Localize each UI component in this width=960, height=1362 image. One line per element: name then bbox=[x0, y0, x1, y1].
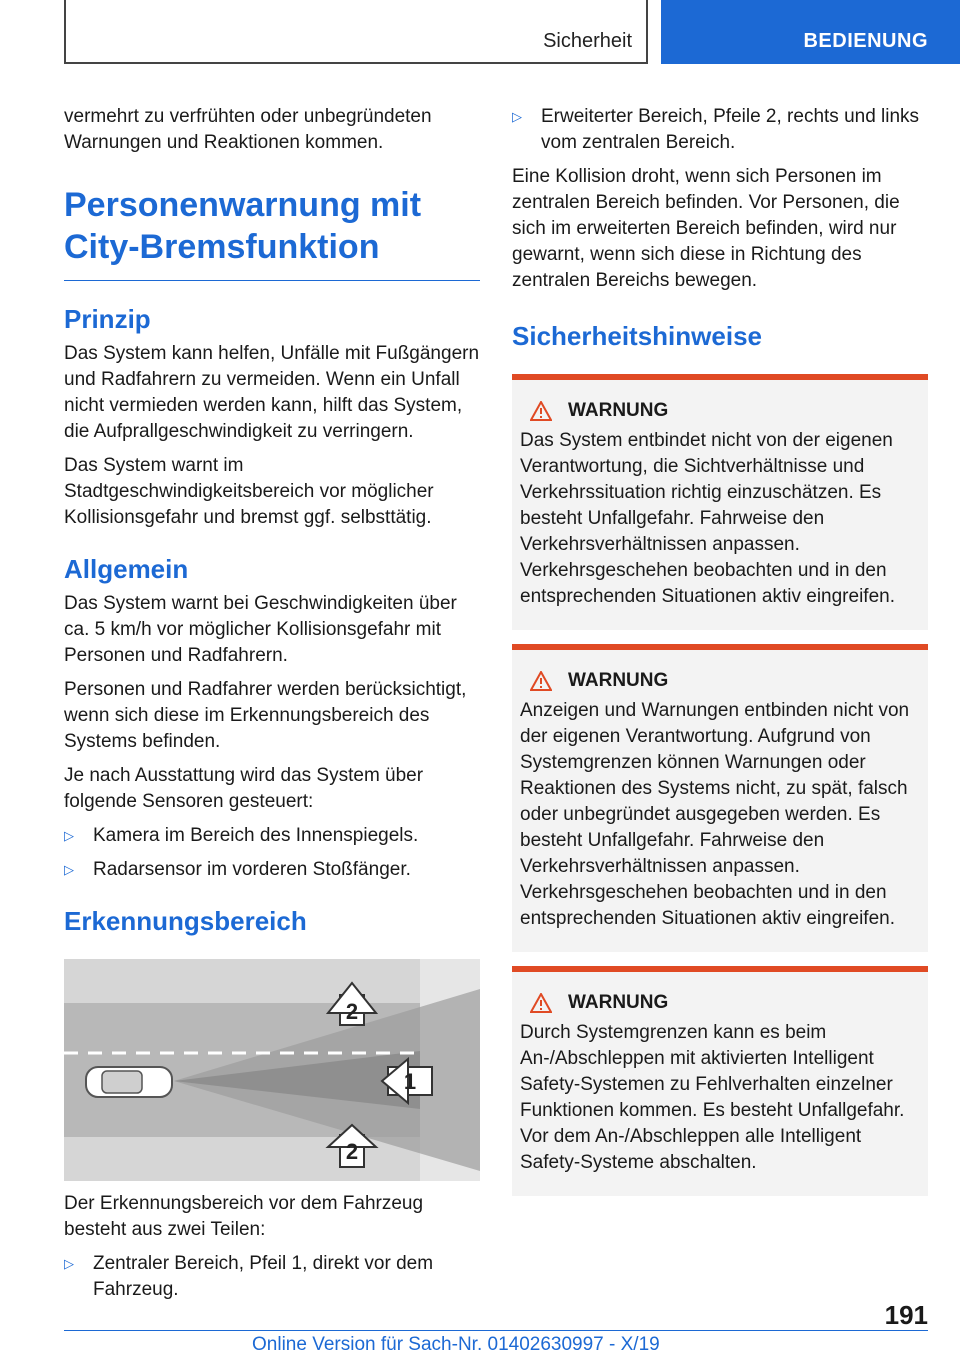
header-chapter-box bbox=[661, 0, 960, 64]
list-item: ▷ Erweiterter Bereich, Pfeile 2, rechts und links vom zentralen Bereich. bbox=[512, 106, 920, 153]
page-number: 191 bbox=[884, 1300, 928, 1330]
heading-prinzip: Prinzip bbox=[64, 304, 151, 334]
warning-title: WARNUNG bbox=[568, 400, 669, 421]
list-item: ▷ Radarsensor im vorderen Stoßfänger. bbox=[64, 857, 480, 883]
heading-sicherheitshinweise: Sicherheitshinweise bbox=[512, 321, 762, 351]
warning-box bbox=[512, 374, 928, 630]
footer-text: Online Version für Sach-Nr. 01402630997 - X/19 bbox=[252, 1334, 660, 1355]
heading-allgemein: Allgemein bbox=[64, 554, 189, 584]
list-item: ▷ Zentraler Bereich, Pfeil 1, direkt vor dem Fahrzeug. bbox=[64, 1253, 434, 1300]
warning-triangle-icon bbox=[530, 671, 552, 691]
header-section-box bbox=[64, 0, 648, 64]
detection-area-figure bbox=[64, 959, 480, 1181]
warning-text: Durch Systemgrenzen kann es beim An-/Abschleppen mit aktivierten Intelligent Safety-Systemen zu Fehlverhalten einzelner Funktionen kommen. Es besteht Unfallgefahr. Vor dem An-/Abschleppen alle Intelligent Safety-Systeme abschalten. bbox=[520, 1022, 905, 1173]
collision-text: Eine Kollision droht, wenn sich Personen im zentralen Bereich befinden. Vor Personen, die sich im erweiterten Bereich befinden, wird nur gewarnt, wenn sich diese in Richtung des zentralen Bereichs bewegen. bbox=[512, 166, 900, 291]
arrow-right-icon: ▷ bbox=[64, 862, 74, 877]
right-column bbox=[512, 104, 928, 1210]
warning-triangle-icon bbox=[530, 993, 552, 1013]
sensor-list bbox=[64, 823, 480, 883]
warning-box bbox=[512, 644, 928, 952]
heading-erkennungsbereich: Erkennungsbereich bbox=[64, 906, 307, 936]
allgemein-text-1: Das System warnt bei Geschwindigkeiten über ca. 5 km/h vor möglicher Kollisionsgefahr mit Personen und Radfahrern. bbox=[64, 593, 457, 666]
page-title: Personenwarnung mit City-Bremsfunktion bbox=[64, 184, 480, 281]
header-section-title: Sicherheit bbox=[543, 30, 632, 52]
left-column bbox=[64, 104, 480, 1311]
warning-title: WARNUNG bbox=[568, 992, 669, 1013]
area-list-continued bbox=[512, 104, 928, 156]
arrow-right-icon: ▷ bbox=[512, 109, 522, 124]
prinzip-text-1: Das System kann helfen, Unfälle mit Fußgängern und Radfahrern zu vermeiden. Wenn ein Unfall nicht vermieden werden kann, hilft das System, die Aufprallgeschwindigkeit zu verringern. bbox=[64, 343, 480, 442]
warning-box bbox=[512, 966, 928, 1196]
allgemein-text-3: Je nach Ausstattung wird das System über folgende Sensoren gesteuert: bbox=[64, 765, 424, 812]
arrow-label-2-top: 2 bbox=[345, 999, 359, 1024]
arrow-label-2-bottom: 2 bbox=[345, 1139, 359, 1164]
warning-text: Anzeigen und Warnungen entbinden nicht von der eigenen Verantwortung. Aufgrund von Systemgrenzen können Warnungen oder Reaktionen des Systems nicht, zu spät, falsch oder unbegründet ausgegeben werden. Es besteht Unfallgefahr. Fahrweise den Verkehrsverhältnissen anpassen. Verkehrsgeschehen beobachten und in den entsprechenden Situationen aktiv eingreifen. bbox=[520, 700, 910, 929]
warning-title: WARNUNG bbox=[568, 670, 669, 691]
header-chapter-title: BEDIENUNG bbox=[803, 30, 928, 52]
area-list bbox=[64, 1251, 480, 1303]
arrow-right-icon: ▷ bbox=[64, 1256, 74, 1271]
erkennung-text-1: Der Erkennungsbereich vor dem Fahrzeug besteht aus zwei Teilen: bbox=[64, 1193, 424, 1240]
allgemein-text-2: Personen und Radfahrer werden berücksichtigt, wenn sich diese im Erkennungsbereich des Systems befinden. bbox=[64, 679, 467, 752]
prinzip-text-2: Das System warnt im Stadtgeschwindigkeitsbereich vor möglicher Kollisionsgefahr und bremst ggf. selbsttätig. bbox=[64, 455, 434, 528]
intro-text: vermehrt zu verfrühten oder unbegründeten Warnungen und Reaktionen kommen. bbox=[64, 106, 432, 153]
list-item: ▷ Kamera im Bereich des Innenspiegels. bbox=[64, 823, 480, 849]
car-roof bbox=[102, 1071, 142, 1093]
arrow-label-1: 1 bbox=[403, 1069, 417, 1094]
arrow-right-icon: ▷ bbox=[64, 828, 74, 843]
warning-text: Das System entbindet nicht von der eigenen Verantwortung, die Sichtverhältnisse und Verkehrssituation richtig einzuschätzen. Es besteht Unfallgefahr. Fahrweise den Verkehrsverhältnissen anpassen. Verkehrsgeschehen beobachten und in den entsprechenden Situationen aktiv eingreifen. bbox=[520, 430, 895, 607]
warning-triangle-icon bbox=[530, 401, 552, 421]
footer-divider bbox=[64, 1330, 928, 1331]
